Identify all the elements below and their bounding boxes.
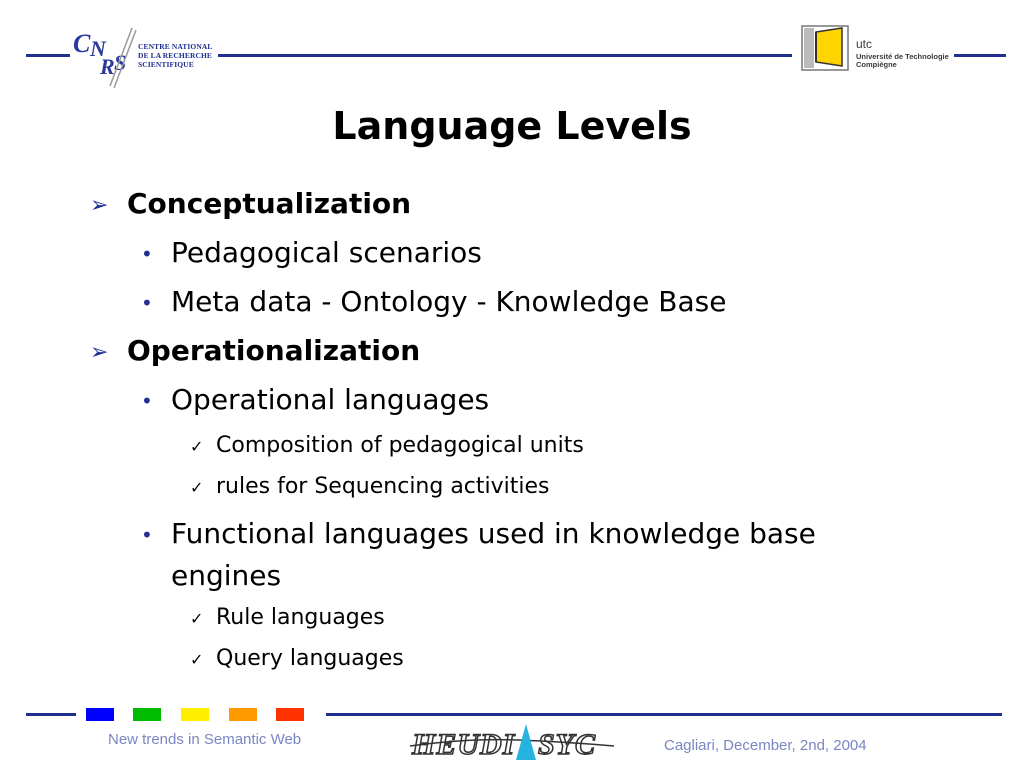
bullet-item: Rule languages [216, 605, 385, 630]
arrow-bullet-icon: ➢ [90, 193, 109, 218]
check-bullet-icon: ✓ [190, 650, 204, 669]
bullet-item: Pedagogical scenarios [171, 236, 482, 269]
bullet-item: Operationalization [127, 334, 421, 367]
bullet-item: Query languages [216, 646, 404, 671]
cnrs-wordmark [138, 42, 213, 69]
heudiasyc-logo [408, 716, 618, 766]
color-swatch [181, 708, 209, 721]
dot-bullet-icon: • [141, 389, 153, 413]
bullet-item: Conceptualization [127, 187, 412, 220]
svg-text:N: N [90, 36, 106, 61]
bullet-item: Operational languages [171, 383, 490, 416]
svg-text:C: C [73, 29, 91, 58]
cnrs-line-1: CENTRE NATIONAL [138, 42, 213, 51]
footer-rule-left [26, 713, 76, 716]
header-rule-left [26, 54, 76, 57]
header-rule-middle [218, 54, 792, 57]
check-bullet-icon: ✓ [190, 437, 204, 456]
utc-line-2: Compiègne [856, 60, 897, 69]
svg-text:R: R [100, 54, 115, 79]
header-rule-right [954, 54, 1006, 57]
check-bullet-icon: ✓ [190, 478, 204, 497]
cnrs-logo [70, 26, 230, 86]
bullet-item: Meta data - Ontology - Knowledge Base [171, 285, 727, 318]
svg-text:S: S [114, 50, 127, 75]
bullet-item: Composition of pedagogical units [216, 433, 584, 458]
footer-event-title: New trends in Semantic Web [108, 731, 302, 748]
cnrs-line-3: SCIENTIFIQUE [138, 60, 194, 69]
svg-text:HEUDI: HEUDI [412, 728, 516, 761]
heudiasyc-logo-icon [408, 716, 618, 766]
cnrs-line-2: DE LA RECHERCHE [138, 51, 213, 60]
bullet-item: rules for Sequencing activities [216, 474, 550, 499]
dot-bullet-icon: • [141, 291, 153, 315]
utc-wordmark [856, 38, 949, 69]
color-swatch [86, 708, 114, 721]
footer-date-location: Cagliari, December, 2nd, 2004 [664, 737, 867, 754]
slide-title: Language Levels [332, 104, 692, 148]
cnrs-monogram-icon [70, 26, 140, 88]
utc-line-1: Université de Technologie [856, 52, 949, 61]
arrow-bullet-icon: ➢ [90, 340, 109, 365]
utc-logo-icon [800, 24, 850, 72]
svg-text:SYC: SYC [538, 728, 597, 761]
dot-bullet-icon: • [141, 242, 153, 266]
color-swatch [229, 708, 257, 721]
utc-abbr: utc [856, 37, 873, 51]
color-swatch [276, 708, 304, 721]
check-bullet-icon: ✓ [190, 609, 204, 628]
bullet-item: Functional languages used in knowledge base engines [171, 517, 816, 592]
color-swatch [133, 708, 161, 721]
dot-bullet-icon: • [141, 523, 153, 547]
